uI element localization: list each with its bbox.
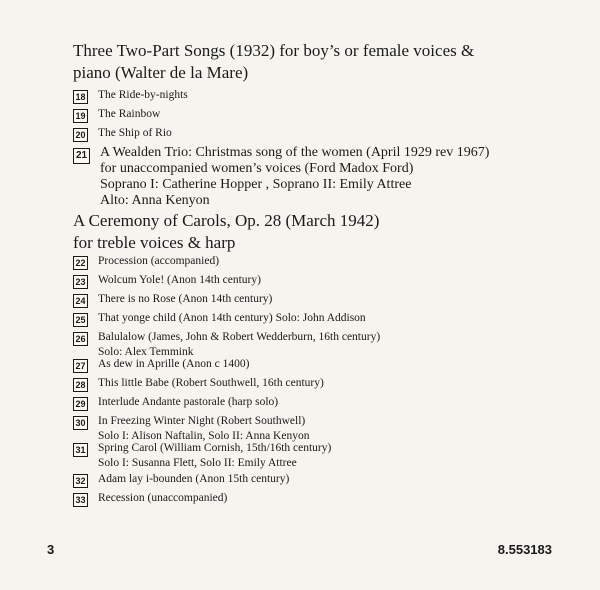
track-20 [73,126,172,142]
track-18 [73,88,188,104]
track-23 [73,273,261,289]
track-number-badge: 21 [73,148,90,164]
track-title: There is no Rose (Anon 14th century) [98,293,273,305]
track-title: Adam lay i-bounden (Anon 15th century) [98,473,290,485]
track-30 [73,414,309,444]
track-number-badge: 24 [73,294,88,308]
track-line: Alto: Anna Kenyon [100,193,210,208]
heading-line: Three Two-Part Songs (1932) for boy’s or female voices & [73,41,475,60]
track-title: The Ride-by-nights [98,89,188,101]
track-number-badge: 18 [73,90,88,104]
track-number-badge: 27 [73,359,88,373]
heading-line: piano (Walter de la Mare) [73,63,249,82]
track-title [98,414,309,444]
track-line: Spring Carol (William Cornish, 15th/16th century) [98,442,332,454]
track-title: Wolcum Yole! (Anon 14th century) [98,274,261,286]
track-line: for unaccompanied women’s voices (Ford Madox Ford) [100,161,414,176]
heading-line: for treble voices & harp [73,233,236,252]
track-25 [73,311,366,327]
track-33 [73,491,227,507]
track-title: As dew in Aprille (Anon c 1400) [98,358,250,370]
track-number-badge: 28 [73,378,88,392]
track-number-badge: 25 [73,313,88,327]
track-title: Recession (unaccompanied) [98,492,228,504]
track-line: Solo I: Susanna Flett, Solo II: Emily Attree [98,457,297,469]
track-number-badge: 33 [73,493,88,507]
track-title [98,441,331,471]
track-26 [73,330,380,360]
track-number-badge: 32 [73,474,88,488]
page-number: 3 [47,542,55,557]
heading-line: A Ceremony of Carols, Op. 28 (March 1942) [73,211,380,230]
track-line: Solo I: Alison Naftalin, Solo II: Anna Kenyon [98,430,310,442]
track-27 [73,357,249,373]
track-29 [73,395,278,411]
track-19 [73,107,160,123]
track-number-badge: 29 [73,397,88,411]
track-31 [73,441,331,471]
track-number-badge: 30 [73,416,88,430]
track-line: In Freezing Winter Night (Robert Southwell) [98,415,306,427]
track-title: This little Babe (Robert Southwell, 16th century) [98,377,324,389]
track-32 [73,472,289,488]
track-line: Solo: Alex Temmink [98,346,194,358]
track-28 [73,376,324,392]
track-21 [73,145,489,209]
track-24 [73,292,272,308]
track-title: Procession (accompanied) [98,255,220,267]
track-title: Interlude Andante pastorale (harp solo) [98,396,279,408]
track-line: A Wealden Trio: Christmas song of the women (April 1929 rev 1967) [100,145,490,160]
track-line: Soprano I: Catherine Hopper , Soprano II: Emily Attree [100,177,412,192]
track-title: The Rainbow [98,108,161,120]
section-heading-two-part-songs [73,40,474,84]
track-title: The Ship of Rio [98,127,172,139]
track-number-badge: 23 [73,275,88,289]
track-title: That yonge child (Anon 14th century) Solo: John Addison [98,312,366,324]
track-22 [73,254,219,270]
catalog-number: 8.553183 [497,542,552,557]
track-number-badge: 31 [73,443,88,457]
track-number-badge: 26 [73,332,88,346]
track-title [100,145,489,209]
track-line: Balulalow (James, John & Robert Wedderburn, 16th century) [98,331,381,343]
track-number-badge: 20 [73,128,88,142]
track-number-badge: 22 [73,256,88,270]
track-number-badge: 19 [73,109,88,123]
section-heading-ceremony-of-carols [73,210,379,254]
track-title [98,330,380,360]
